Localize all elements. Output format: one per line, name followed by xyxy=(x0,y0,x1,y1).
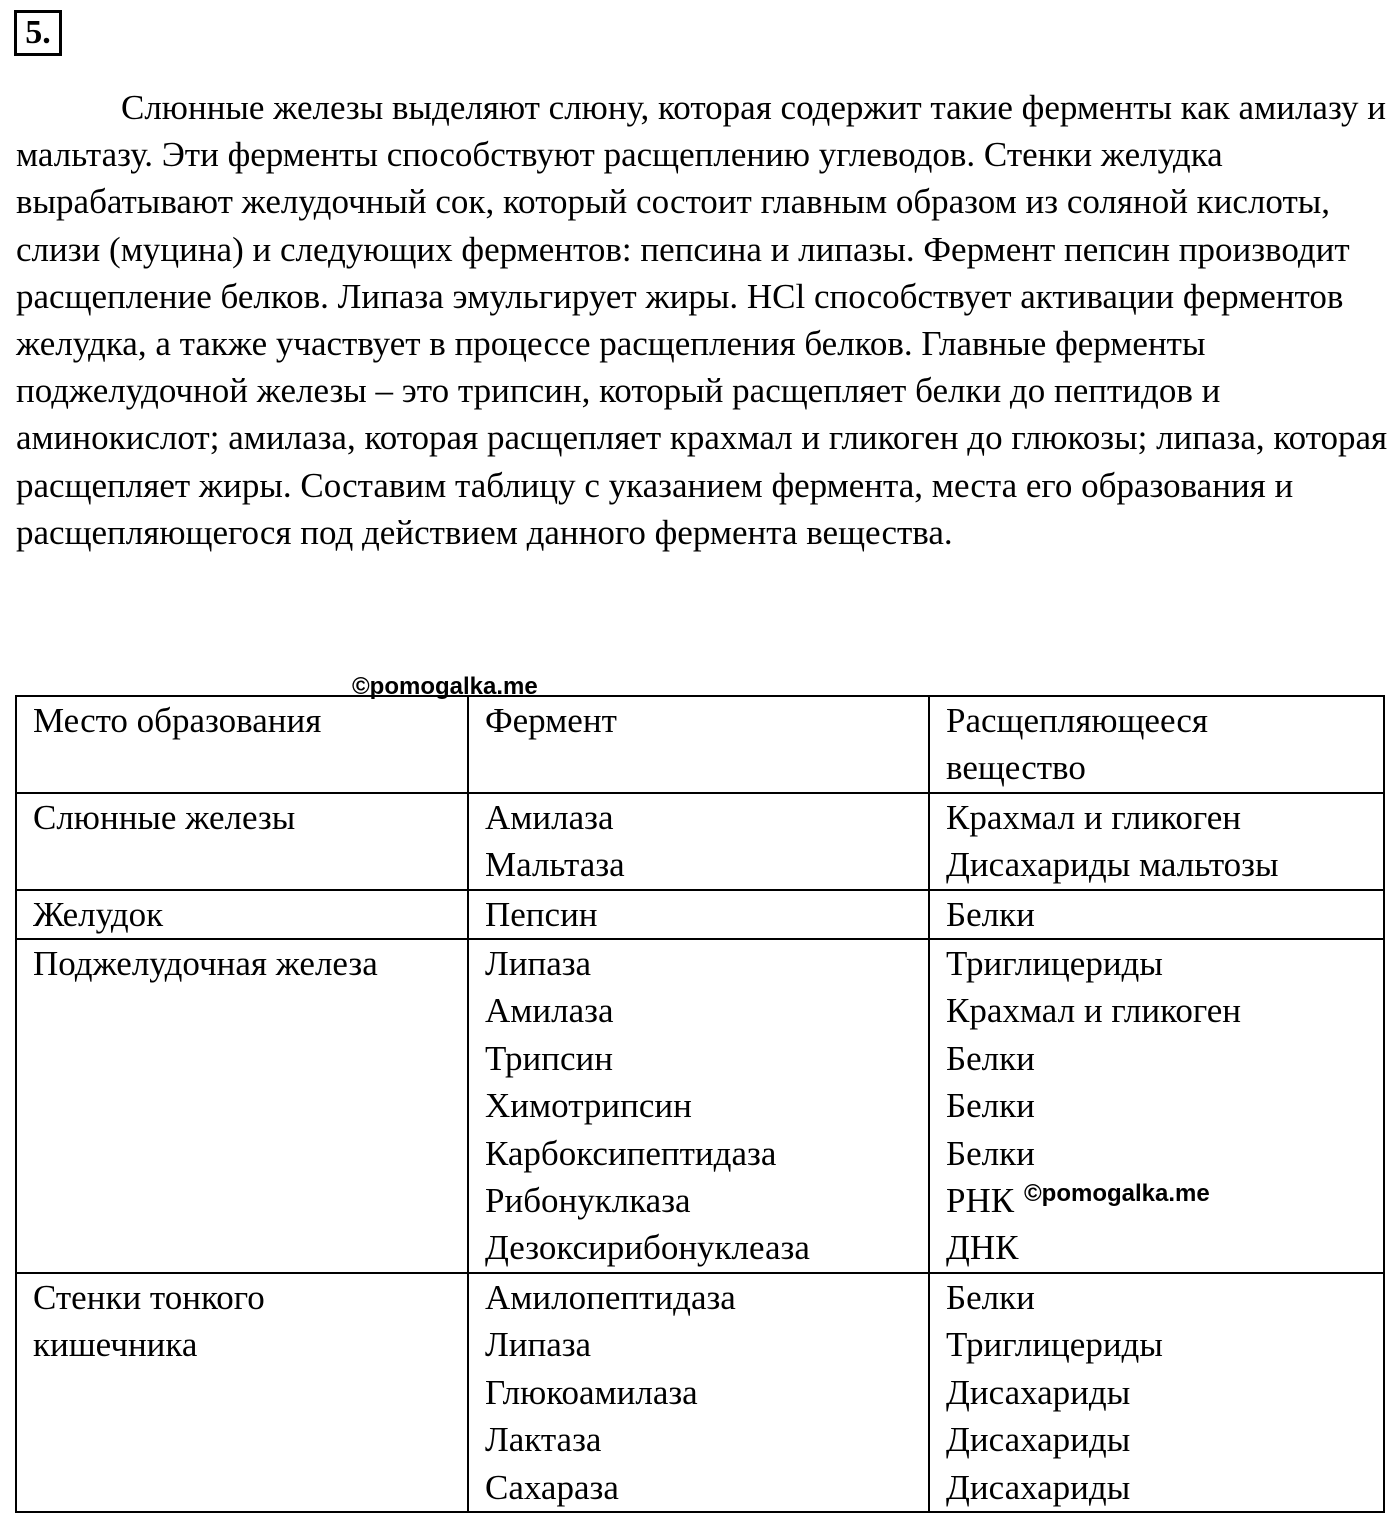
enzyme-text: Глюкоамилаза xyxy=(485,1372,698,1412)
table-row xyxy=(16,793,1384,890)
substance-cell xyxy=(929,890,1384,939)
table-row xyxy=(16,890,1384,939)
enzyme-text: Липаза xyxy=(485,1325,592,1365)
header-substance xyxy=(929,696,1384,793)
substance-cell xyxy=(929,939,1384,1273)
enzyme-text: Карбоксипептидаза xyxy=(485,1133,777,1173)
table-row xyxy=(16,939,1384,1273)
substance-text: Дисахариды xyxy=(946,1372,1131,1412)
substance-text: Дисахариды xyxy=(946,1420,1131,1460)
header-enzyme-label: Фермент xyxy=(485,701,617,740)
enzyme-text: Липаза xyxy=(485,944,592,984)
table-header-row xyxy=(16,696,1384,793)
place-cell xyxy=(16,1273,468,1512)
place-text: кишечника xyxy=(33,1325,198,1365)
enzyme-text: Трипсин xyxy=(485,1038,614,1078)
header-substance-label: Расщепляющееся xyxy=(946,701,1208,740)
enzyme-text: Пепсин xyxy=(485,894,598,934)
watermark-top: ©pomogalka.me xyxy=(352,673,538,700)
substance-text: Крахмал и гликоген xyxy=(946,797,1241,837)
enzyme-text: Амилопептидаза xyxy=(485,1277,736,1317)
table-row xyxy=(16,1273,1384,1512)
enzyme-cell xyxy=(468,890,929,939)
header-substance-label: вещество xyxy=(946,748,1086,788)
enzyme-cell xyxy=(468,939,929,1273)
enzyme-text: Рибонуклказа xyxy=(485,1181,691,1221)
header-enzyme xyxy=(468,696,929,793)
substance-text: Триглицериды xyxy=(946,1325,1163,1365)
substance-text: Триглицериды xyxy=(946,944,1163,984)
substance-text: Белки xyxy=(946,894,1035,934)
enzyme-cell xyxy=(468,1273,929,1512)
enzyme-table xyxy=(15,695,1385,1513)
place-cell xyxy=(16,890,468,939)
enzyme-text: Амилаза xyxy=(485,797,614,837)
place-text: Стенки тонкого xyxy=(33,1277,265,1317)
task-number: 5. xyxy=(25,14,51,51)
place-text: Поджелудочная железа xyxy=(33,944,378,984)
enzyme-text: Сахараза xyxy=(485,1467,619,1507)
substance-text: Белки xyxy=(946,1086,1035,1126)
substance-cell xyxy=(929,1273,1384,1512)
task-number-box xyxy=(14,10,62,56)
substance-cell xyxy=(929,793,1384,890)
substance-text: Белки xyxy=(946,1277,1035,1317)
enzyme-text: Дезоксирибонуклеаза xyxy=(485,1228,810,1268)
enzyme-text: Химотрипсин xyxy=(485,1086,692,1126)
substance-text: Белки xyxy=(946,1038,1035,1078)
substance-text: Дисахариды xyxy=(946,1467,1131,1507)
substance-text: ДНК xyxy=(946,1228,1019,1268)
enzyme-cell xyxy=(468,793,929,890)
header-place xyxy=(16,696,468,793)
enzyme-text: Мальтаза xyxy=(485,845,625,885)
place-cell xyxy=(16,793,468,890)
substance-text: Крахмал и гликоген xyxy=(946,991,1241,1031)
enzyme-text: Лактаза xyxy=(485,1420,602,1460)
place-text: Желудок xyxy=(33,894,164,934)
substance-text: Дисахариды мальтозы xyxy=(946,845,1279,885)
enzyme-text: Амилаза xyxy=(485,991,614,1031)
header-place-label: Место образования xyxy=(33,701,322,740)
task-paragraph: Слюнные железы выделяют слюну, которая содержит такие ферменты как амилазу и мальтазу. Эти ферменты способствуют расщеплению углеводов. Стенки желудка вырабатывают желудочный сок, который состоит главным образом из соляной кислоты, слизи (муцина) и следующих ферментов: пепсина и липазы. Фермент пепсин производит расщепление белков. Липаза эмульгирует жиры. HCl способствует активации ферментов желудка, а также участвует в процессе расщепления белков. Главные ферменты поджелудочной железы – это трипсин, который расщепляет белки до пептидов и аминокислот; амилаза, которая расщепляет крахмал и гликоген до глюкозы; липаза, которая расщепляет жиры. Составим таблицу с указанием фермента, места его образования и расщепляющегося под действием данного фермента вещества. xyxy=(16,88,1388,552)
place-cell xyxy=(16,939,468,1273)
place-text: Слюнные железы xyxy=(33,797,296,837)
substance-text: РНК xyxy=(946,1181,1015,1221)
substance-text: Белки xyxy=(946,1133,1035,1173)
watermark-middle: ©pomogalka.me xyxy=(1024,1180,1210,1207)
